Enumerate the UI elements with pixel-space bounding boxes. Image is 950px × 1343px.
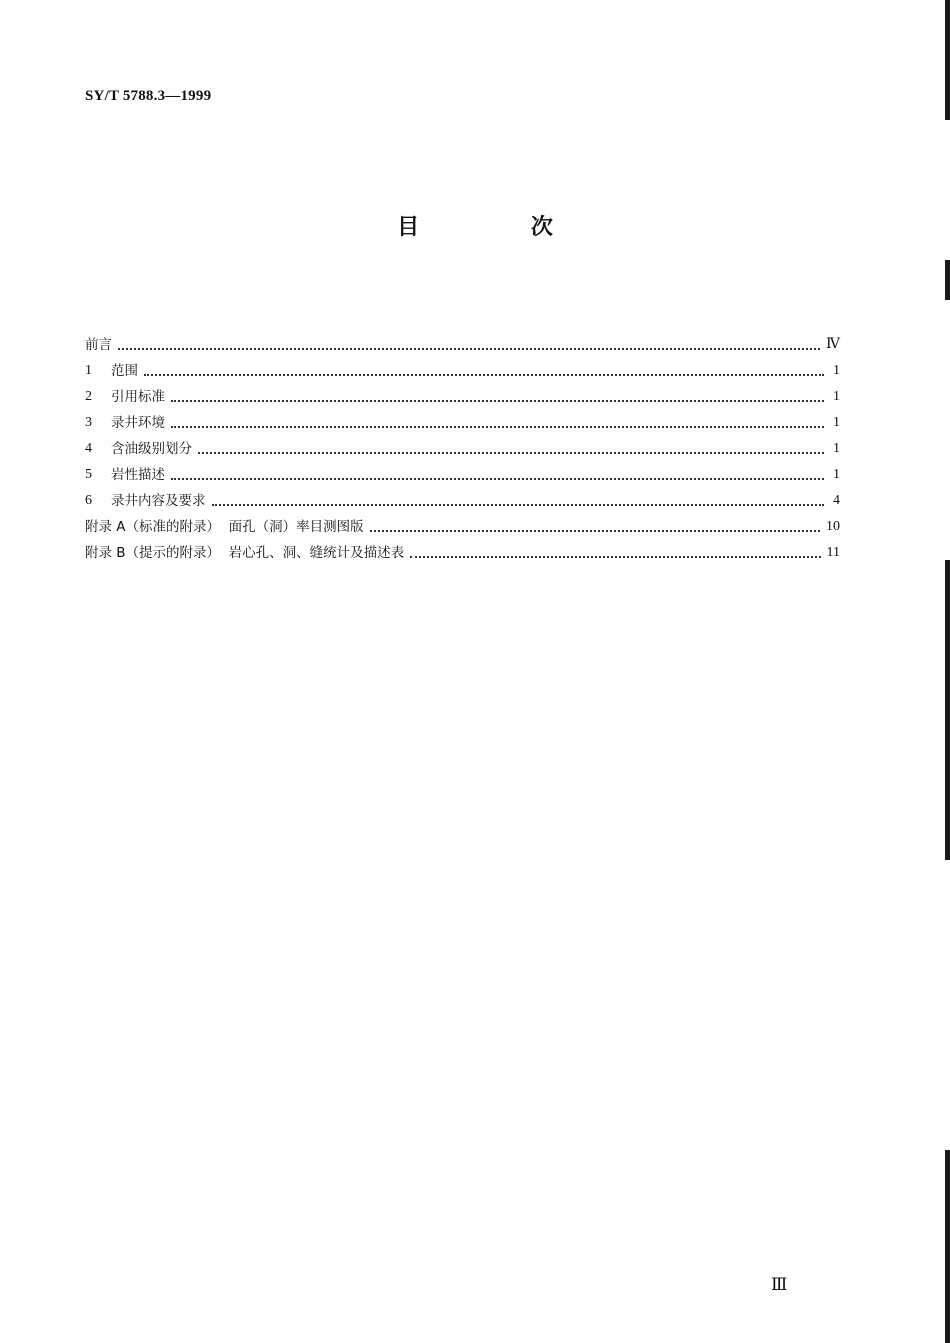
toc-item-page: 10 [826, 519, 840, 534]
toc-item-label: 附录 A（标准的附录） 面孔（洞）率目测图版 [85, 519, 364, 535]
toc-item-page: 1 [833, 467, 840, 482]
scan-edge-mark [945, 0, 950, 120]
toc-leader-dots [212, 503, 825, 506]
standard-code: SY/T 5788.3—1999 [85, 88, 212, 104]
toc-leader-dots [171, 425, 824, 428]
toc-item-logging-requirements[interactable] [85, 484, 840, 510]
toc-item-number: 3 [85, 415, 92, 430]
table-of-contents [85, 328, 840, 562]
scan-edge-artifact [945, 0, 950, 1343]
scan-edge-mark [945, 560, 950, 860]
toc-item-number: 1 [85, 363, 92, 378]
toc-item-number: 6 [85, 493, 92, 508]
toc-leader-dots [370, 529, 820, 532]
toc-item-page: Ⅳ [826, 337, 840, 352]
toc-item-appendix-b[interactable] [85, 536, 840, 562]
toc-item-page: 1 [833, 415, 840, 430]
toc-item-oil-grade[interactable] [85, 432, 840, 458]
toc-leader-dots [198, 451, 824, 454]
toc-item-number: 5 [85, 467, 92, 482]
toc-item-label: 岩性描述 [111, 467, 165, 483]
toc-item-scope[interactable] [85, 354, 840, 380]
toc-item-label: 引用标准 [111, 389, 165, 405]
scan-edge-mark [945, 1150, 950, 1343]
toc-item-number: 4 [85, 441, 92, 456]
toc-item-lithology[interactable] [85, 458, 840, 484]
toc-leader-dots [144, 373, 824, 376]
toc-item-label: 录井环境 [111, 415, 165, 431]
page-title: 目 次 [397, 215, 605, 240]
page-number: Ⅲ [771, 1275, 788, 1294]
toc-leader-dots [410, 555, 820, 558]
toc-item-number: 2 [85, 389, 92, 404]
toc-item-page: 1 [833, 389, 840, 404]
toc-leader-dots [118, 347, 820, 350]
toc-item-page: 1 [833, 441, 840, 456]
toc-item-label: 范围 [111, 363, 138, 379]
toc-item-foreword[interactable] [85, 328, 840, 354]
scan-edge-mark [945, 260, 950, 300]
toc-item-label: 附录 B（提示的附录） 岩心孔、洞、缝统计及描述表 [85, 545, 405, 561]
toc-item-references[interactable] [85, 380, 840, 406]
toc-item-label: 前言 [85, 337, 112, 353]
toc-item-page: 4 [833, 493, 840, 508]
toc-item-label: 含油级别划分 [111, 441, 192, 457]
toc-item-page: 11 [826, 545, 840, 560]
toc-item-page: 1 [833, 363, 840, 378]
toc-leader-dots [171, 399, 824, 402]
toc-item-label: 录井内容及要求 [111, 493, 206, 509]
toc-item-appendix-a[interactable] [85, 510, 840, 536]
toc-item-logging-environment[interactable] [85, 406, 840, 432]
toc-leader-dots [171, 477, 824, 480]
